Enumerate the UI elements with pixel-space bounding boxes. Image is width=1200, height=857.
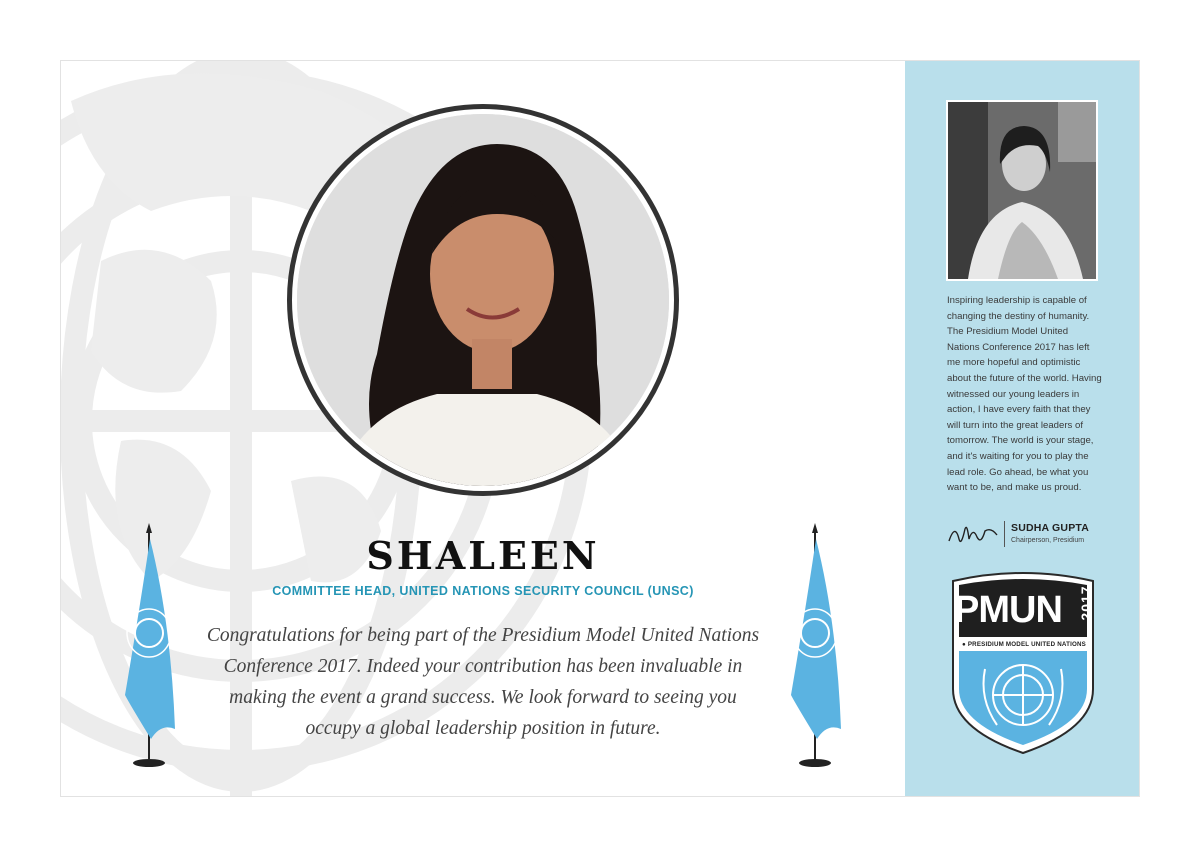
signature-divider <box>1004 521 1005 547</box>
signature-block <box>947 517 1117 551</box>
person-photo-icon <box>297 114 669 486</box>
badge-year: 2017 <box>1078 585 1094 621</box>
signatory-name: SUDHA GUPTA <box>1011 522 1090 534</box>
recipient-role: COMMITTEE HEAD, UNITED NATIONS SECURITY COUNCIL (UNSC) <box>272 584 694 598</box>
badge-subtitle: ● PRESIDIUM MODEL UNITED NATIONS <box>961 641 1087 648</box>
pmun-badge <box>949 569 1097 755</box>
chairperson-quote: Inspiring leadership is capable of changing the destiny of humanity. The Presidium Model United Nations Conference 2017 has left me more hopeful and optimistic about the future of the world. Having witnessed our young leaders in action, I have every faith that they will turn into the great leaders of tomorrow. The world is your stage, and it's waiting for you to play the lead role. Go ahead, be what you want to be, and make us proud. <box>947 295 1102 494</box>
un-flag-icon <box>121 523 181 773</box>
congratulations-message: Congratulations for being part of the Presidium Model United Nations Conference 2017. Indeed your contribution has been invaluable in making the event a grand success. We look forward to seeing you occupy a global leadership position in future. <box>206 625 760 739</box>
certificate-card <box>60 60 1140 797</box>
signature-icon <box>947 519 1003 549</box>
recipient-portrait <box>287 104 679 496</box>
recipient-name: SHALEEN <box>366 533 600 578</box>
chairperson-sidebar <box>905 61 1140 797</box>
signatory-title: Chairperson, Presidium <box>1011 537 1085 544</box>
badge-main-text: PMUN <box>954 589 1062 631</box>
chairperson-photo <box>946 100 1098 281</box>
person-photo-icon <box>948 102 1096 279</box>
recipient-photo <box>297 114 669 486</box>
un-flag-icon <box>787 523 847 773</box>
